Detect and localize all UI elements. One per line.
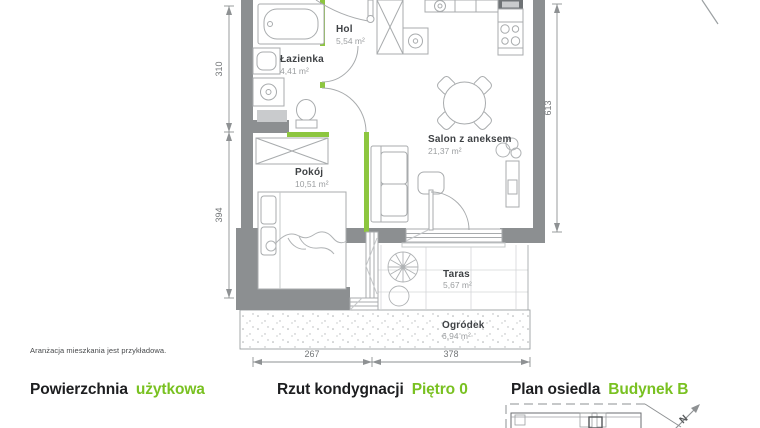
pillow-icon: [261, 196, 276, 224]
room-label-taras: Taras: [443, 269, 470, 280]
bedroom-corner-window-v: [366, 232, 378, 298]
bathroom-door-arc: [322, 46, 358, 82]
site-plan-mini: [506, 404, 681, 428]
room-area-pokoj: 10,51 m²: [295, 179, 329, 189]
hall-furniture: [377, 0, 428, 54]
hall-cabinet-icon: [403, 28, 428, 54]
compass-bottom-right: [675, 404, 700, 428]
balcony-door-leaf: [429, 190, 433, 230]
dim-right: 613: [543, 100, 553, 116]
dim-bottom-left: 267: [304, 349, 320, 359]
footer-siteplan: [511, 381, 688, 399]
room-area-lazienka: 4,41 m²: [280, 66, 309, 76]
toilet-tank: [296, 120, 317, 128]
room-area-salon: 21,37 m²: [428, 146, 462, 156]
balcony-window-band: [406, 229, 502, 242]
footer-floor-label: Rzut kondygnacji: [277, 381, 404, 398]
toilet-icon: [297, 100, 316, 121]
dining-set: [436, 75, 493, 131]
balcony-threshold: [402, 243, 505, 247]
north-letter: N: [677, 413, 691, 427]
washing-machine-icon: [253, 78, 284, 106]
room-label-salon: Salon z aneksem: [428, 134, 512, 145]
room-area-hol: 5,54 m²: [336, 36, 365, 46]
garden-area: [240, 310, 530, 349]
footer-area-label: Powierzchnia: [30, 381, 128, 398]
bedroom-corner-window-h: [350, 298, 378, 310]
bedroom-door-arc: [322, 88, 366, 132]
room-label-pokoj: Pokój: [295, 167, 324, 178]
balcony-door-arc: [431, 192, 469, 230]
marked-building-unit: [589, 417, 602, 428]
footer-floor-value: Piętro 0: [411, 381, 468, 398]
room-label-lazienka: Łazienka: [280, 54, 324, 65]
footer-floor: [277, 381, 468, 399]
dim-left-lower: 394: [214, 207, 224, 223]
disclaimer-text: Aranżacja mieszkania jest przykładowa.: [30, 346, 167, 355]
footer-area: [30, 381, 205, 399]
dining-table-icon: [444, 82, 486, 124]
bedroom-furniture: [256, 138, 347, 289]
room-area-taras: 5,67 m²: [443, 280, 472, 290]
terrace-umbrella-icon: [388, 252, 418, 306]
footer-siteplan-value: Budynek B: [608, 381, 689, 398]
footer-siteplan-label: Plan osiedla: [511, 381, 601, 398]
compass-top-right: [702, 0, 718, 24]
dim-left-upper: 310: [214, 61, 224, 77]
room-label-hol: Hol: [336, 24, 353, 35]
room-area-ogrodek: 6,94 m²: [442, 331, 471, 341]
room-label-ogrodek: Ogródek: [442, 320, 485, 331]
entrance-door-knob-icon: [367, 16, 374, 23]
footer-area-value: użytkowa: [135, 381, 205, 398]
dim-bottom-right: 378: [443, 349, 459, 359]
